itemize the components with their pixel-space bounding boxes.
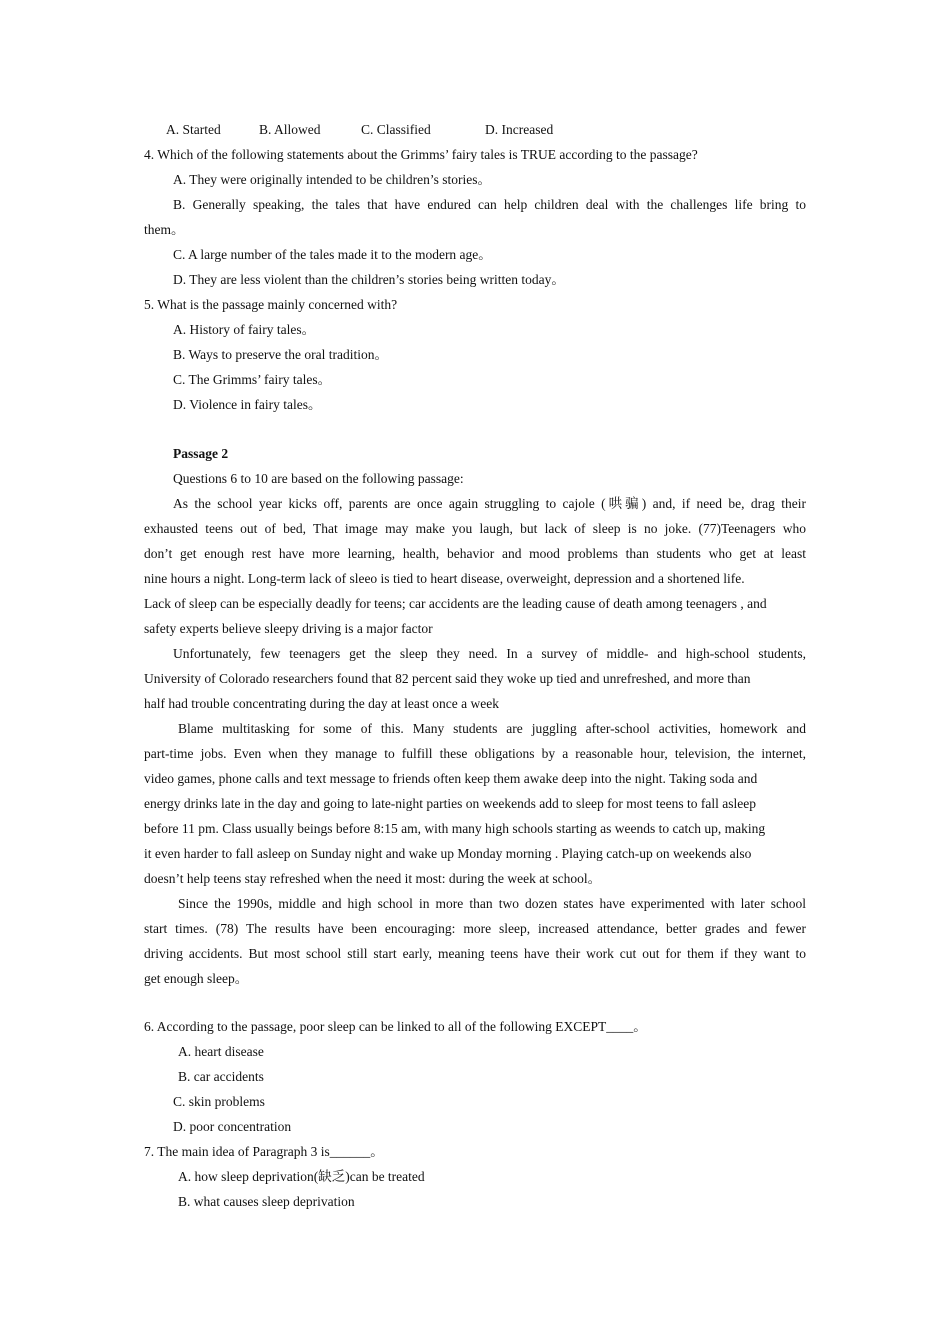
q5-stem: 5. What is the passage mainly concerned with? [144, 297, 398, 312]
passage-line: Unfortunately, few teenagers get the sleep they need. In a survey of middle- and high-school students, [173, 646, 806, 661]
passage-line: energy drinks late in the day and going to late-night parties on weekends add to sleep for most teens to fall asleep [144, 796, 756, 811]
passage-title: Passage 2 [173, 446, 229, 461]
passage-line: get enough sleep。 [144, 971, 249, 986]
q4-option-a: A. They were originally intended to be children’s stories。 [173, 172, 492, 187]
q4-option-c: C. A large number of the tales made it to the modern age。 [173, 247, 492, 262]
passage-line: before 11 pm. Class usually beings before 8:15 am, with many high schools starting as weends to catch up, making [144, 821, 766, 836]
q7-option-a: A. how sleep deprivation(缺乏)can be treated [178, 1169, 425, 1184]
passage-line: Lack of sleep can be especially deadly for teens; car accidents are the leading cause of death among teenagers , and [144, 596, 767, 611]
q4-stem: 4. Which of the following statements about the Grimms’ fairy tales is TRUE according to the passage? [144, 147, 698, 162]
passage-line: doesn’t help teens stay refreshed when the need it most: during the week at school。 [144, 871, 602, 886]
passage-line: exhausted teens out of bed, That image may make you laugh, but lack of sleep is no joke. (77)Teenagers who [144, 521, 806, 536]
q6-option-d: D. poor concentration [173, 1119, 292, 1134]
q3-option-a: A. Started [166, 122, 221, 137]
q5-option-c: C. The Grimms’ fairy tales。 [173, 372, 332, 387]
q5-option-d: D. Violence in fairy tales。 [173, 397, 322, 412]
q7-option-b: B. what causes sleep deprivation [178, 1194, 355, 1209]
passage-line: Blame multitasking for some of this. Many students are juggling after-school activities, homework and [178, 721, 806, 736]
q6-option-b: B. car accidents [178, 1069, 264, 1084]
q3-option-d: D. Increased [485, 122, 554, 137]
passage-line: driving accidents. But most school still start early, meaning teens have their work cut out for them if they want to [144, 946, 806, 961]
passage-line: it even harder to fall asleep on Sunday night and wake up Monday morning . Playing catch-up on weekends also [144, 846, 752, 861]
q5-option-a: A. History of fairy tales。 [173, 322, 316, 337]
passage-line: video games, phone calls and text message to friends often keep them awake deep into the night. Taking soda and [144, 771, 758, 786]
q5-option-b: B. Ways to preserve the oral tradition。 [173, 347, 388, 362]
passage-line: University of Colorado researchers found that 82 percent said they woke up tied and unrefreshed, and more than [144, 671, 751, 686]
q3-option-c: C. Classified [361, 122, 431, 137]
q6-option-a: A. heart disease [178, 1044, 264, 1059]
passage-line: start times. (78) The results have been encouraging: more sleep, increased attendance, better grades and fewer [144, 921, 806, 936]
q3-option-b: B. Allowed [259, 122, 321, 137]
passage-line: safety experts believe sleepy driving is a major factor [144, 621, 433, 636]
passage-line: nine hours a night. Long-term lack of sleeo is tied to heart disease, overweight, depression and a shortened life. [144, 571, 745, 586]
q4-option-d: D. They are less violent than the children’s stories being written today。 [173, 272, 565, 287]
q4-option-b-line1: B. Generally speaking, the tales that have endured can help children deal with the challenges life bring to [173, 197, 806, 212]
passage-line: As the school year kicks off, parents are once again struggling to cajole (哄骗) and, if need be, drag their [173, 496, 806, 511]
q7-stem: 7. The main idea of Paragraph 3 is______。 [144, 1144, 384, 1159]
passage-line: Since the 1990s, middle and high school in more than two dozen states have experimented with later school [178, 896, 806, 911]
q6-stem: 6. According to the passage, poor sleep can be linked to all of the following EXCEPT____。 [144, 1019, 647, 1034]
q6-option-c: C. skin problems [173, 1094, 265, 1109]
passage-line: don’t get enough rest have more learning, health, behavior and mood problems than students who get at least [144, 546, 806, 561]
passage-intro: Questions 6 to 10 are based on the following passage: [173, 471, 464, 486]
q4-option-b-line2: them。 [144, 222, 185, 237]
passage-line: half had trouble concentrating during the day at least once a week [144, 696, 499, 711]
q3-options-row [166, 121, 553, 139]
passage-line: part-time jobs. Even when they manage to fulfill these obligations by a reasonable hour, television, the internet, [144, 746, 806, 761]
